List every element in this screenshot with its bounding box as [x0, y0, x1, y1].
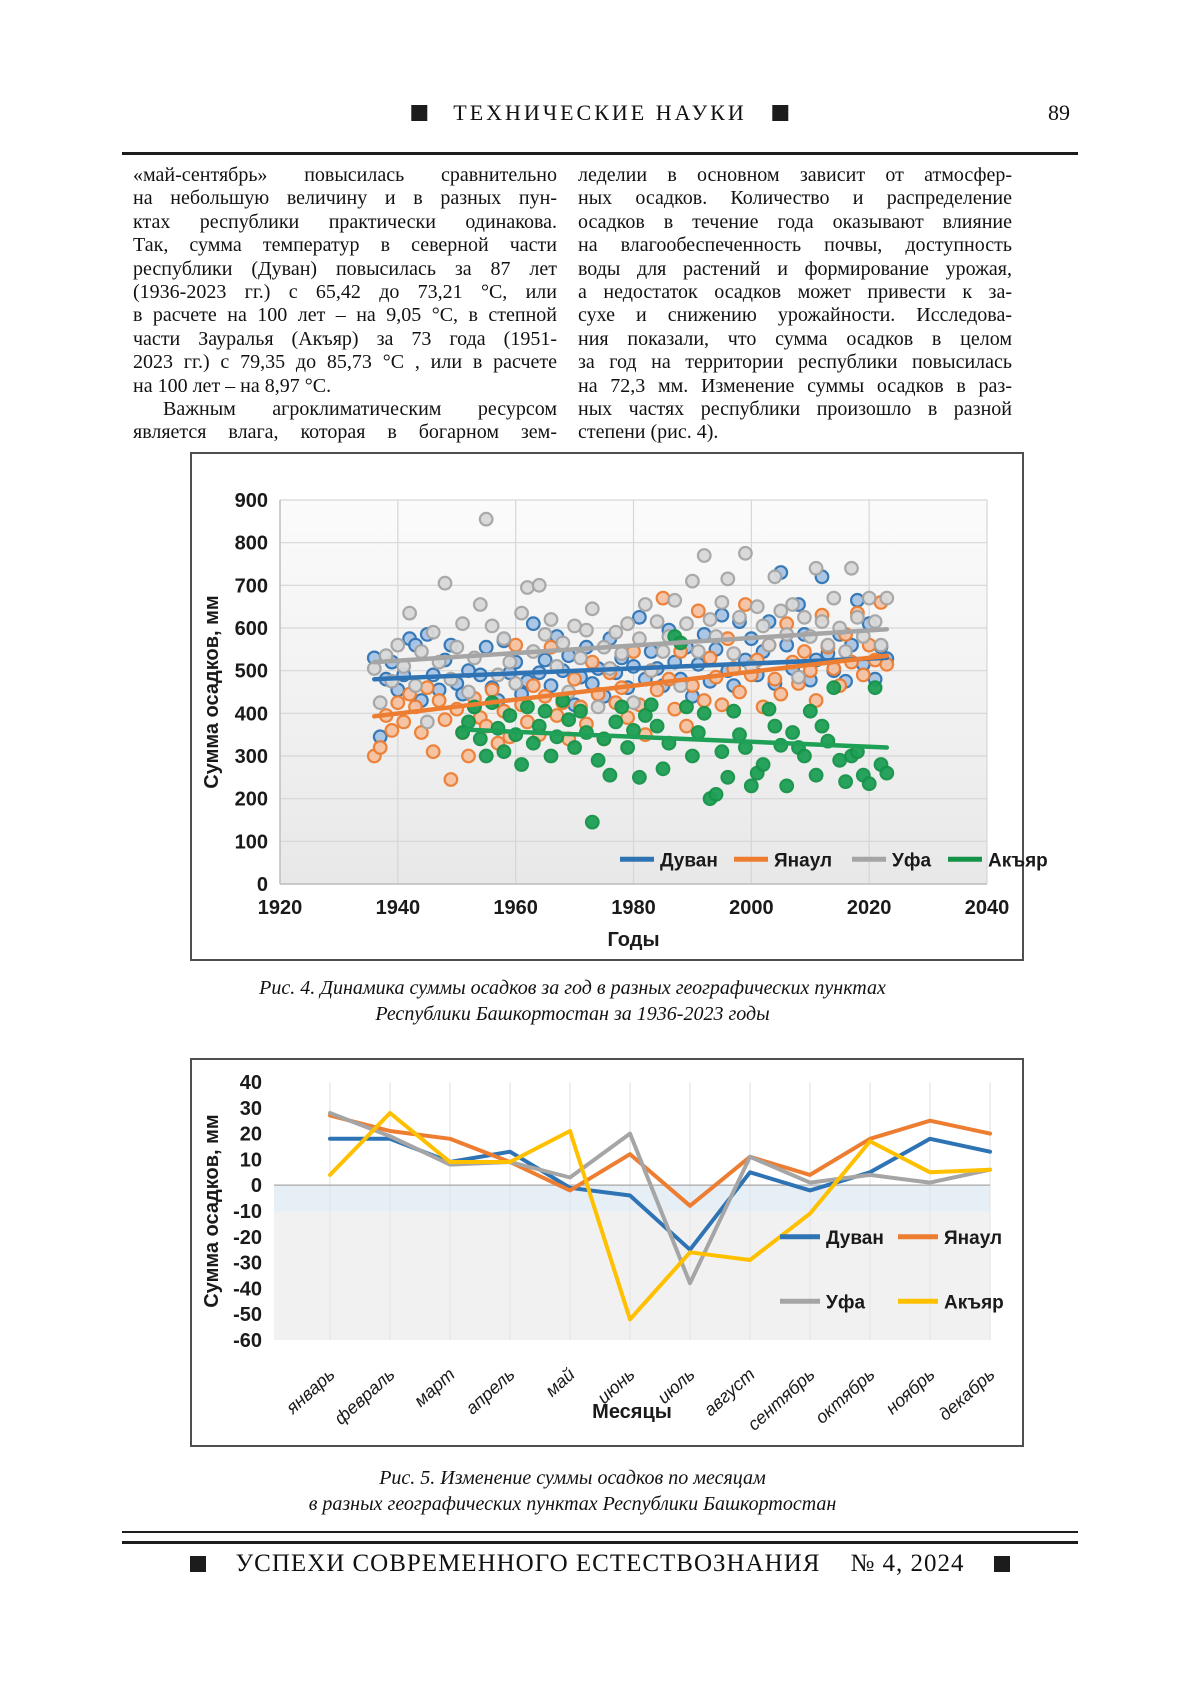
- data-point: [680, 617, 693, 630]
- data-point: [798, 750, 811, 763]
- data-point: [615, 647, 628, 660]
- data-point: [480, 513, 493, 526]
- y-tick-label: 20: [239, 1123, 262, 1146]
- left-text-column: [133, 164, 557, 445]
- data-point: [403, 607, 416, 620]
- x-tick-label: 2020: [846, 897, 892, 919]
- data-point: [480, 641, 493, 654]
- body-text-line: Так, сумма температур в северной части: [133, 234, 557, 257]
- x-category-label: ноябрь: [881, 1364, 939, 1419]
- journal-name: УСПЕХИ СОВРЕМЕННОГО ЕСТЕСТВОЗНАНИЯ: [235, 1550, 821, 1577]
- data-point: [498, 745, 511, 758]
- data-point: [698, 549, 711, 562]
- figure5-caption-line1: Рис. 5. Изменение суммы осадков по месяцам: [379, 1467, 766, 1489]
- y-tick-label: -60: [233, 1330, 262, 1352]
- data-point: [710, 788, 723, 801]
- data-point: [610, 626, 623, 639]
- legend-label: Акъяр: [988, 850, 1048, 872]
- data-point: [515, 607, 528, 620]
- y-tick-label: 400: [234, 703, 268, 726]
- data-point: [539, 628, 552, 641]
- data-point: [397, 716, 410, 729]
- data-point: [816, 720, 829, 733]
- figure4-caption-line2: Республики Башкортостан за 1936-2023 годы: [375, 1003, 770, 1025]
- y-tick-label: 0: [256, 874, 268, 896]
- y-tick-label: 600: [234, 618, 268, 640]
- data-point: [692, 726, 705, 739]
- figure5-caption-line2: в разных географических пунктах Республики Башкортостан: [308, 1493, 837, 1515]
- body-text-line: в расчете на 100 лет – на 9,05 °С, в степной: [133, 304, 557, 327]
- y-tick-label: 500: [234, 660, 268, 683]
- data-point: [527, 679, 540, 692]
- data-point: [822, 639, 835, 652]
- data-point: [521, 581, 534, 594]
- x-category-label: апрель: [461, 1364, 519, 1419]
- data-point: [456, 617, 469, 630]
- y-tick-label: 900: [234, 490, 268, 512]
- legend-label: Янаул: [944, 1227, 1003, 1249]
- page-footer: [190, 1550, 1010, 1578]
- data-point: [792, 671, 805, 684]
- data-point: [857, 669, 870, 682]
- body-text-line: на 100 лет – на 8,97 °С.: [133, 374, 332, 397]
- legend-label: Акъяр: [944, 1292, 1004, 1314]
- body-text-line: осадков в течение года оказывают влияние: [578, 210, 1012, 233]
- data-point: [486, 684, 499, 697]
- data-point: [486, 620, 499, 633]
- legend-label: Дуван: [826, 1227, 884, 1249]
- body-text-line: республики (Дуван) повысилась за 87 лет: [133, 257, 557, 280]
- data-point: [533, 579, 546, 592]
- data-point: [757, 758, 770, 771]
- data-point: [839, 645, 852, 658]
- page-number: 89: [1048, 100, 1070, 125]
- data-point: [374, 741, 387, 754]
- data-point: [574, 705, 587, 718]
- data-point: [521, 701, 534, 714]
- x-axis-title: Месяцы: [592, 1401, 672, 1423]
- figure4-frame: [190, 452, 1048, 961]
- data-point: [545, 750, 558, 763]
- data-point: [769, 720, 782, 733]
- x-tick-label: 1920: [257, 897, 303, 919]
- data-point: [657, 763, 670, 776]
- data-point: [680, 701, 693, 714]
- data-point: [686, 750, 699, 763]
- y-tick-label: 300: [234, 746, 268, 768]
- y-tick-label: -40: [233, 1278, 262, 1301]
- x-category-label: февраль: [330, 1364, 399, 1429]
- x-category-label: июнь: [593, 1364, 639, 1408]
- x-category-label: август: [699, 1364, 759, 1420]
- data-point: [504, 656, 517, 669]
- data-point: [722, 573, 735, 586]
- y-tick-label: -20: [233, 1226, 262, 1249]
- y-tick-label: 30: [239, 1097, 262, 1120]
- data-point: [592, 754, 605, 767]
- y-tick-label: -50: [233, 1304, 262, 1327]
- data-point: [498, 632, 511, 645]
- footer-right-square-icon: [994, 1556, 1010, 1572]
- data-point: [769, 571, 782, 584]
- data-point: [698, 694, 711, 707]
- data-point: [845, 562, 858, 575]
- data-point: [786, 726, 799, 739]
- data-point: [769, 673, 782, 686]
- data-point: [527, 737, 540, 750]
- data-point: [580, 624, 593, 637]
- y-tick-label: -10: [233, 1201, 262, 1223]
- data-point: [745, 780, 758, 793]
- footer-rule: [122, 1531, 1078, 1544]
- data-point: [727, 705, 740, 718]
- data-point: [863, 777, 876, 790]
- data-point: [374, 696, 387, 709]
- data-point: [881, 767, 894, 780]
- data-point: [716, 699, 729, 712]
- data-point: [798, 611, 811, 624]
- body-text-line: за год на территории республики повысилась: [578, 351, 1012, 374]
- data-point: [828, 681, 841, 694]
- data-point: [574, 652, 587, 665]
- x-tick-label: 1980: [611, 897, 656, 919]
- body-text-line: ных частях республики произошло в разной: [578, 398, 1012, 421]
- footer-text: [206, 1550, 994, 1578]
- data-point: [751, 600, 764, 613]
- legend-label: Уфа: [892, 850, 932, 872]
- data-point: [810, 769, 823, 782]
- data-point: [568, 673, 581, 686]
- y-tick-label: -30: [233, 1252, 262, 1275]
- data-point: [780, 780, 793, 793]
- data-point: [474, 733, 487, 746]
- data-point: [621, 617, 634, 630]
- data-point: [763, 703, 776, 716]
- data-point: [645, 699, 658, 712]
- data-point: [839, 775, 852, 788]
- data-point: [462, 686, 475, 699]
- data-point: [586, 816, 599, 829]
- body-text-line: степени (рис. 4).: [578, 421, 719, 444]
- x-axis-title: Годы: [607, 929, 660, 951]
- x-tick-label: 2000: [729, 897, 774, 919]
- data-point: [562, 713, 575, 726]
- data-point: [592, 701, 605, 714]
- data-point: [704, 652, 717, 665]
- body-text-line: ных осадков. Количество и распределение: [578, 187, 1012, 210]
- data-point: [657, 592, 670, 605]
- data-point: [686, 575, 699, 588]
- header-rule: [122, 152, 1078, 155]
- data-point: [775, 688, 788, 701]
- data-point: [515, 758, 528, 771]
- body-text-line: воды для растений и формирование урожая,: [578, 257, 1012, 280]
- data-point: [545, 613, 558, 626]
- data-point: [657, 645, 670, 658]
- x-tick-label: 2040: [964, 897, 1010, 919]
- figure4-scatter-chart: [192, 454, 1048, 955]
- x-category-label: сентябрь: [743, 1364, 819, 1435]
- body-text-line: сухе и снижению урожайности. Исследова-: [578, 304, 1012, 327]
- body-text-line: на небольшую величину и в разных пун-: [133, 187, 557, 210]
- data-point: [692, 645, 705, 658]
- data-point: [869, 681, 882, 694]
- section-title: ТЕХНИЧЕСКИЕ НАУКИ: [453, 100, 747, 125]
- data-point: [427, 745, 440, 758]
- data-point: [427, 626, 440, 639]
- data-point: [480, 750, 493, 763]
- data-point: [716, 745, 729, 758]
- data-point: [509, 677, 522, 690]
- data-point: [633, 771, 646, 784]
- data-point: [639, 598, 652, 611]
- data-point: [668, 594, 681, 607]
- data-point: [421, 716, 434, 729]
- body-text-line: ктах республики практически одинакова.: [133, 210, 557, 233]
- data-point: [680, 720, 693, 733]
- legend-label: Янаул: [774, 850, 833, 872]
- body-text-line: ния показали, что сумма осадков в целом: [578, 327, 1012, 350]
- data-point: [804, 705, 817, 718]
- data-point: [786, 598, 799, 611]
- data-point: [439, 713, 452, 726]
- body-text-line: леделии в основном зависит от атмосфер-: [578, 164, 1012, 186]
- data-point: [474, 598, 487, 611]
- data-point: [881, 592, 894, 605]
- data-point: [651, 615, 664, 628]
- data-point: [668, 703, 681, 716]
- header-left-square-icon: [411, 105, 427, 121]
- data-point: [722, 771, 735, 784]
- y-tick-label: 700: [234, 575, 268, 598]
- data-point: [633, 611, 646, 624]
- data-point: [445, 773, 458, 786]
- body-text-line: на влагообеспеченность почвы, доступность: [578, 234, 1012, 257]
- data-point: [816, 615, 829, 628]
- data-point: [651, 720, 664, 733]
- y-axis-title: Сумма осадков, мм: [201, 595, 223, 789]
- data-point: [504, 709, 517, 722]
- legend-label: Дуван: [660, 850, 718, 872]
- data-point: [716, 596, 729, 609]
- figure5-caption: [133, 1465, 1012, 1517]
- x-category-label: декабрь: [934, 1364, 999, 1425]
- figure5-line-chart: [192, 1060, 1018, 1441]
- data-point: [421, 681, 434, 694]
- data-point: [439, 577, 452, 590]
- data-point: [415, 645, 428, 658]
- data-point: [698, 707, 711, 720]
- y-tick-label: 100: [234, 831, 268, 854]
- data-point: [568, 741, 581, 754]
- x-category-label: май: [541, 1364, 579, 1401]
- body-text-line: «май-сентябрь» повысилась сравнительно: [133, 164, 557, 186]
- body-text-line: а недостаток осадков может привести к за-: [578, 281, 1012, 304]
- data-point: [875, 639, 888, 652]
- data-point: [557, 637, 570, 650]
- body-text-line: является влага, которая в богарном зем-: [133, 421, 557, 444]
- x-category-label: январь: [282, 1364, 339, 1418]
- data-point: [462, 750, 475, 763]
- figure4-caption-line1: Рис. 4. Динамика суммы осадков за год в разных географических пунктах: [259, 977, 886, 999]
- data-point: [610, 716, 623, 729]
- data-point: [433, 694, 446, 707]
- issue-number: № 4, 2024: [850, 1550, 965, 1577]
- y-tick-label: 10: [239, 1149, 262, 1172]
- data-point: [462, 716, 475, 729]
- data-point: [798, 645, 811, 658]
- data-point: [727, 647, 740, 660]
- data-point: [863, 592, 876, 605]
- data-point: [757, 620, 770, 633]
- y-tick-label: 800: [234, 532, 268, 555]
- figure5-frame: [190, 1058, 1024, 1447]
- body-text-line: на 72,3 мм. Изменение суммы осадков в раз-: [578, 374, 1012, 397]
- data-point: [692, 605, 705, 618]
- y-axis-title: Сумма осадков, мм: [201, 1114, 223, 1308]
- data-point: [810, 562, 823, 575]
- data-point: [392, 696, 405, 709]
- data-point: [509, 639, 522, 652]
- figure4-caption: [133, 975, 1012, 1027]
- data-point: [733, 611, 746, 624]
- data-point: [851, 594, 864, 607]
- x-tick-label: 1940: [375, 897, 421, 919]
- data-point: [621, 741, 634, 754]
- data-point: [451, 641, 464, 654]
- header-right-square-icon: [773, 105, 789, 121]
- data-point: [851, 611, 864, 624]
- data-point: [828, 592, 841, 605]
- data-point: [763, 639, 776, 652]
- footer-left-square-icon: [190, 1556, 206, 1572]
- data-point: [733, 686, 746, 699]
- x-category-label: октябрь: [811, 1364, 879, 1428]
- y-tick-label: 200: [234, 788, 268, 811]
- data-point: [409, 679, 422, 692]
- legend-label: Уфа: [826, 1292, 866, 1314]
- data-point: [586, 603, 599, 616]
- data-point: [869, 615, 882, 628]
- x-tick-label: 1960: [493, 897, 538, 919]
- page-header: [122, 100, 1078, 134]
- data-point: [386, 724, 399, 737]
- data-point: [704, 613, 717, 626]
- y-tick-label: 0: [250, 1175, 262, 1198]
- x-category-label: март: [410, 1364, 459, 1411]
- body-text-line: 2023 гг.) с 79,35 до 85,73 °С , или в расчете: [133, 351, 557, 374]
- data-point: [539, 654, 552, 667]
- data-point: [739, 598, 752, 611]
- data-point: [615, 701, 628, 714]
- body-text-line: Важным агроклиматическим ресурсом: [163, 398, 557, 421]
- data-point: [739, 547, 752, 560]
- body-text-line: (1936-2023 гг.) с 65,42 до 73,21 °С, или: [133, 281, 557, 304]
- x-category-label: июль: [653, 1364, 699, 1408]
- right-text-column: [578, 164, 1012, 445]
- data-point: [527, 617, 540, 630]
- data-point: [775, 605, 788, 618]
- body-text-line: части Зауралья (Акъяр) за 73 года (1951-: [133, 327, 557, 350]
- data-point: [392, 639, 405, 652]
- y-tick-label: 40: [239, 1072, 262, 1094]
- data-point: [539, 705, 552, 718]
- data-point: [604, 769, 617, 782]
